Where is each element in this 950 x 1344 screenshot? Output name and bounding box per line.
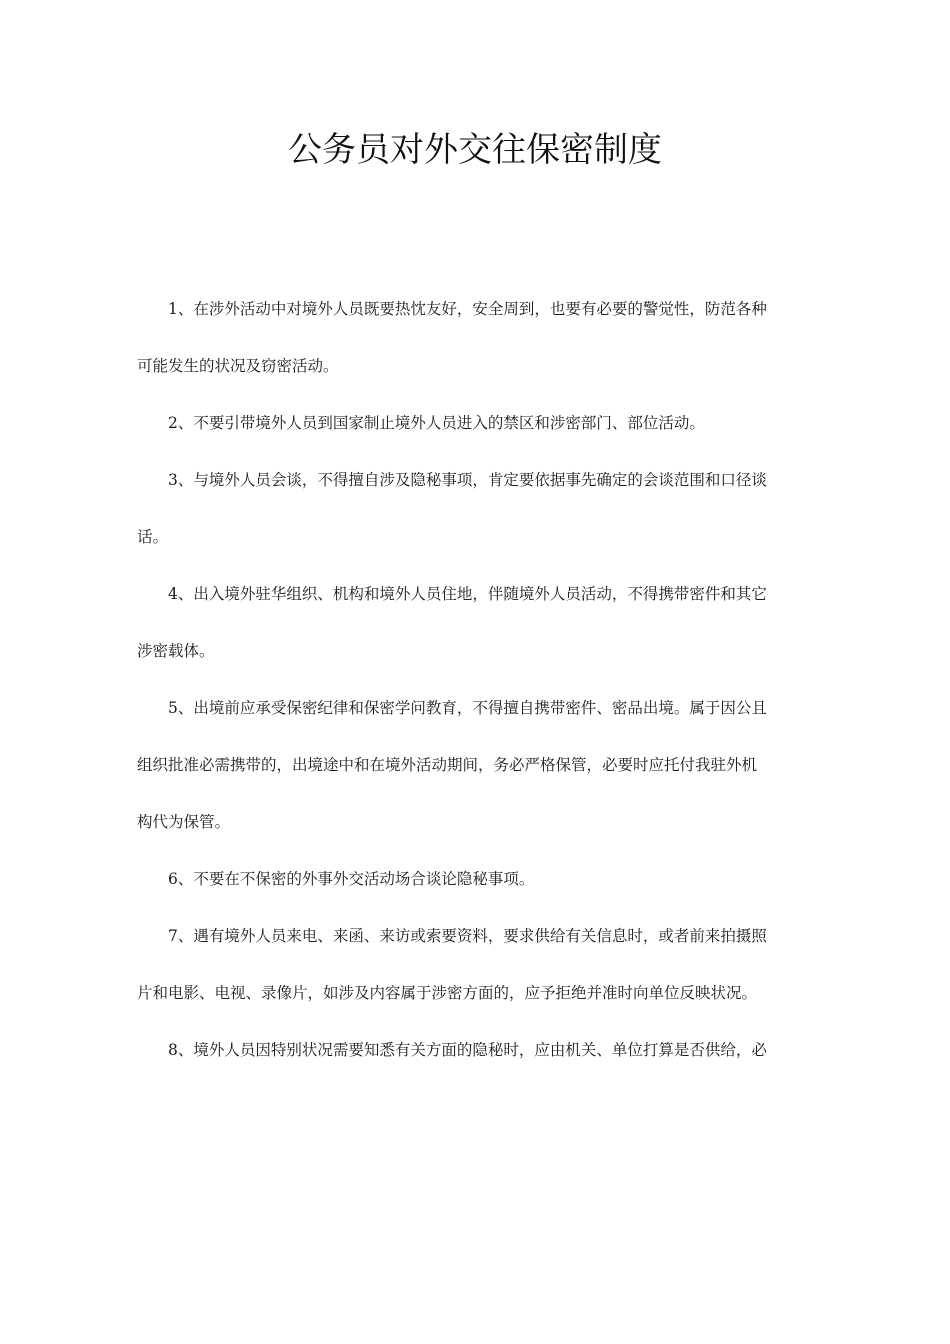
paragraph-4-line-1: 4、出入境外驻华组织、机构和境外人员住地，伴随境外人员活动，不得携带密件和其它 — [168, 585, 767, 603]
paragraph-3-line-2: 话。 — [137, 528, 169, 546]
paragraph-7-line-1: 7、遇有境外人员来电、来函、来访或索要资料，要求供给有关信息时，或者前来拍摄照 — [168, 927, 767, 945]
paragraph-1-line-2: 可能发生的状况及窃密活动。 — [137, 357, 339, 375]
paragraph-5-line-2: 组织批准必需携带的，出境途中和在境外活动期间，务必严格保管，必要时应托付我驻外机 — [137, 756, 758, 774]
paragraph-7-line-2: 片和电影、电视、录像片，如涉及内容属于涉密方面的，应予拒绝并准时向单位反映状况。 — [137, 984, 758, 1002]
paragraph-6-line-1: 6、不要在不保密的外事外交活动场合谈论隐秘事项。 — [168, 870, 535, 888]
paragraph-5-line-3: 构代为保管。 — [137, 813, 231, 831]
paragraph-5-line-1: 5、出境前应承受保密纪律和保密学问教育，不得擅自携带密件、密品出境。属于因公且 — [168, 699, 767, 717]
document-title: 公务员对外交往保密制度 — [288, 130, 662, 170]
paragraph-2-line-1: 2、不要引带境外人员到国家制止境外人员进入的禁区和涉密部门、部位活动。 — [168, 414, 705, 432]
paragraph-3-line-1: 3、与境外人员会谈，不得擅自涉及隐秘事项，肯定要依据事先确定的会谈范围和口径谈 — [168, 471, 767, 489]
paragraph-1-line-1: 1、在涉外活动中对境外人员既要热忱友好，安全周到，也要有必要的警觉性，防范各种 — [168, 300, 767, 318]
paragraph-8-line-1: 8、境外人员因特别状况需要知悉有关方面的隐秘时，应由机关、单位打算是否供给，必 — [168, 1041, 767, 1059]
paragraph-4-line-2: 涉密载体。 — [137, 642, 215, 660]
